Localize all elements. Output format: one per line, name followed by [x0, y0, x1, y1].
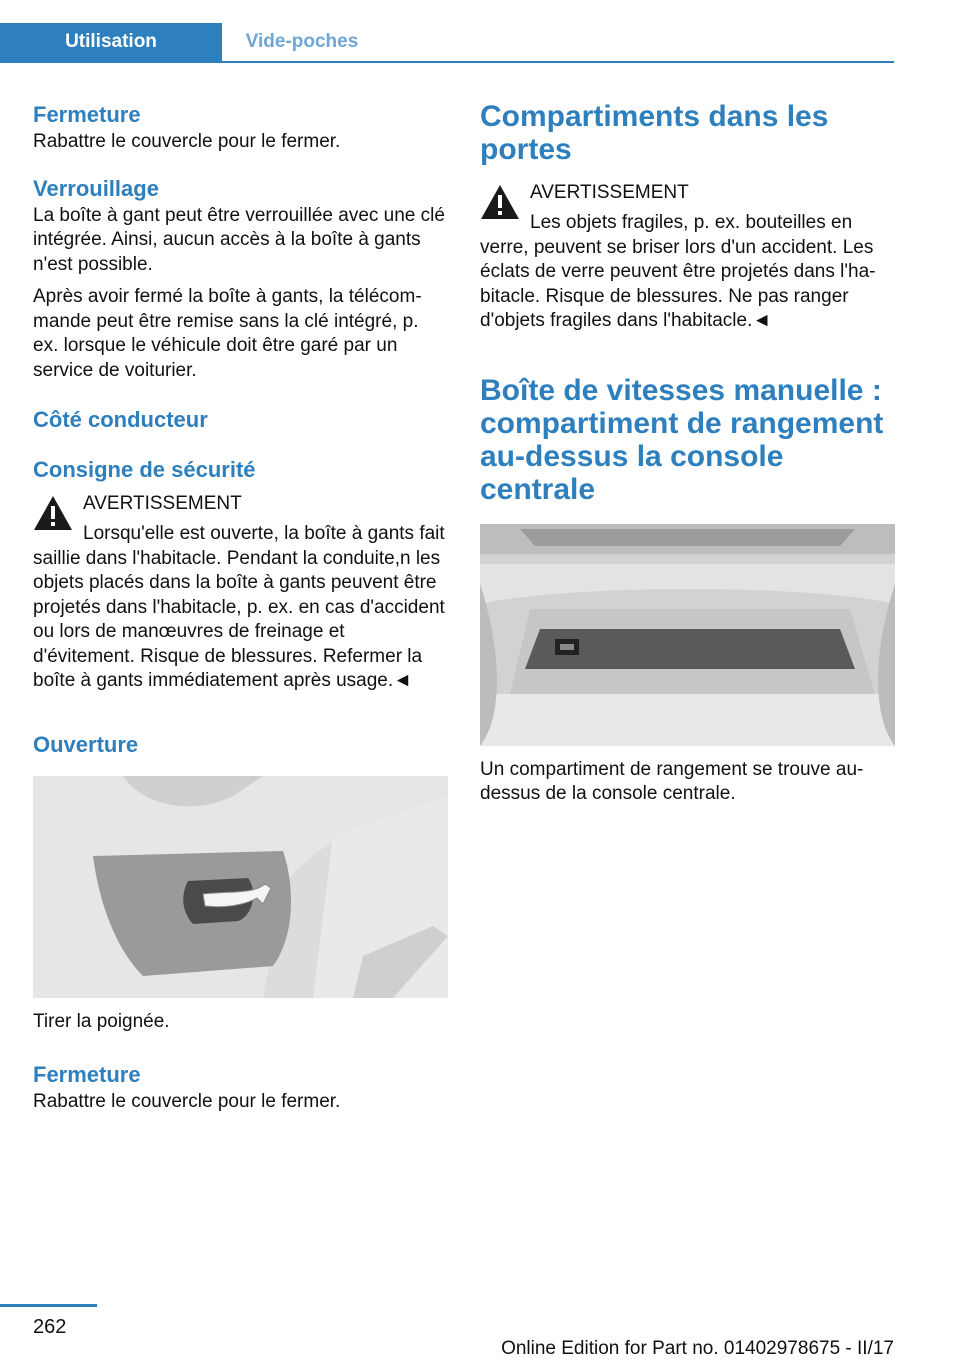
tab-vide-poches[interactable]: Vide-poches — [245, 31, 359, 52]
warning-triangle-icon — [480, 184, 520, 220]
warning-box-left — [33, 491, 448, 694]
text-verrouillage-2: Après avoir fermé la boîte à gants, la télécommande peut être remise sans la clé intégré, p. ex. lorsque le véhicule doit être garé par un service de voiturier. — [33, 286, 422, 381]
warning-title-right: AVERTISSEMENT — [530, 182, 689, 203]
text-fermeture-1: Rabattre le couvercle pour le fermer. — [33, 131, 341, 152]
edition-text: Online Edition for Part no. 01402978675 - II/17 — [501, 1338, 894, 1359]
warning-title-left: AVERTISSEMENT — [83, 493, 242, 514]
header-tabs — [0, 23, 894, 63]
heading-cote-conducteur: Côté conducteur — [33, 407, 208, 432]
page-number: 262 — [33, 1316, 67, 1338]
header-rule — [0, 61, 894, 63]
warning-triangle-icon — [33, 495, 73, 531]
warning-text-left: Lorsqu'elle est ouverte, la boîte à gants fait saillie dans l'habitacle. Pendant la conduite,n les objets placés dans la boîte à gants peuvent être projetés dans l'habitacle, p. ex. en cas d'accident ou lors de manœuvres de freinage et d'évitement. Risque de blessures. Refermer la boîte à gants immédiatement après usage.◄ — [33, 523, 445, 691]
heading-boite-vitesses: Boîte de vitesses manuelle : compartiment de rangement au-dessus la console centrale — [480, 373, 884, 506]
caption-console: Un compartiment de rangement se trouve au-dessus de la console centrale. — [480, 758, 864, 804]
heading-consigne-securite: Consigne de sécurité — [33, 457, 256, 482]
right-column — [480, 100, 896, 807]
heading-fermeture-2: Fermeture — [33, 1062, 141, 1087]
warning-text-right: Les objets fragiles, p. ex. bouteilles en verre, peuvent se briser lors d'un accident. Les éclats de verre peuvent être projetés dans l'habitacle. Risque de blessures. Ne pas ranger d'objets fragiles dans l'habitacle.◄ — [480, 212, 876, 331]
caption-tirer-poignee: Tirer la poignée. — [33, 1010, 170, 1032]
heading-compartiments-portes: Compartiments dans les portes — [480, 100, 829, 166]
left-column — [33, 100, 448, 1115]
heading-verrouillage: Verrouillage — [33, 175, 159, 201]
heading-ouverture: Ouverture — [33, 731, 139, 757]
warning-box-right — [480, 180, 896, 334]
footer-rule — [0, 1304, 97, 1307]
heading-fermeture-1: Fermeture — [33, 102, 141, 127]
glovebox-illustration — [33, 776, 448, 998]
console-storage-illustration — [480, 524, 895, 746]
tab-utilisation[interactable]: Utilisation — [0, 23, 222, 61]
text-verrouillage-1: La boîte à gant peut être verrouillée avec une clé intégrée. Ainsi, aucun accès à la boîte à gants n'est possible. — [33, 204, 445, 275]
text-fermeture-2: Rabattre le couvercle pour le fermer. — [33, 1091, 341, 1112]
